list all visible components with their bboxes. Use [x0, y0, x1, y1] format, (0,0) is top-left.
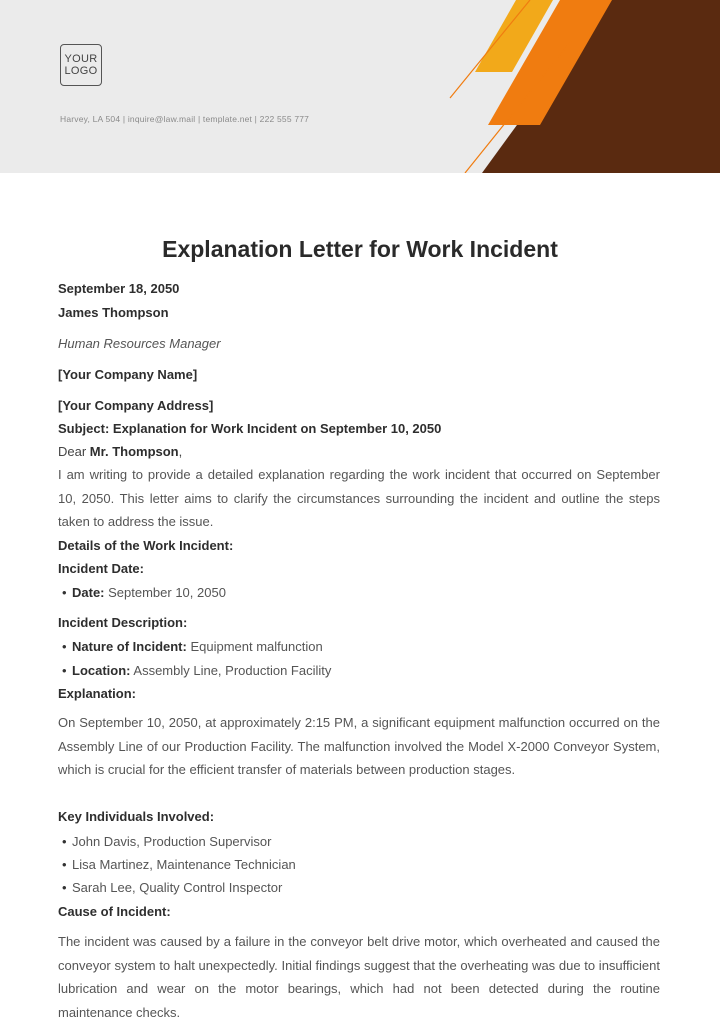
- bullet-value: Equipment malfunction: [186, 639, 323, 654]
- cause-paragraph: The incident was caused by a failure in the conveyor belt drive motor, which overheated and caused the conveyor system to halt unexpectedly. Initial findings suggest that the overheating was due to insufficient lubrication and wear on the motor bearings, which had not been detected during the routine maintenance checks.: [58, 934, 660, 1020]
- individual-name: Sarah Lee, Quality Control Inspector: [72, 880, 283, 895]
- list-item: • Lisa Martinez, Maintenance Technician: [62, 857, 296, 872]
- description-heading: Incident Description:: [58, 615, 188, 630]
- list-item: • Nature of Incident: Equipment malfunction: [62, 639, 323, 654]
- cause-heading: Cause of Incident:: [58, 904, 171, 919]
- greeting-name: Mr. Thompson: [89, 444, 179, 459]
- recipient-name: James Thompson: [58, 305, 169, 320]
- individuals-heading: Key Individuals Involved:: [58, 809, 215, 824]
- recipient-title: Human Resources Manager: [58, 336, 221, 351]
- letterhead: [0, 0, 720, 173]
- list-item: • Date: September 10, 2050: [62, 585, 226, 600]
- company-name: [Your Company Name]: [58, 367, 198, 382]
- bullet-label: Location:: [72, 663, 131, 678]
- greeting-prefix: Dear: [58, 444, 90, 459]
- logo-line-2: LOGO: [64, 65, 98, 77]
- incident-date-heading: Incident Date:: [58, 561, 144, 576]
- explanation-paragraph: On September 10, 2050, at approximately 2:15 PM, a significant equipment malfunction occurred on the Assembly Line of our Production Facility. The malfunction involved the Model X-2000 Conveyor System, which is crucial for the efficient transfer of materials between production stages.: [58, 715, 660, 777]
- company-address: [Your Company Address]: [58, 398, 214, 413]
- letter-date: September 18, 2050: [58, 281, 180, 296]
- bullet-label: Date:: [72, 585, 105, 600]
- list-item: • Sarah Lee, Quality Control Inspector: [62, 880, 283, 895]
- company-logo: [60, 44, 102, 86]
- list-item: • John Davis, Production Supervisor: [62, 834, 272, 849]
- logo-line-1: YOUR: [64, 53, 98, 65]
- explanation-heading: Explanation:: [58, 686, 137, 701]
- bullet-label: Nature of Incident:: [72, 639, 187, 654]
- bullet-value: Assembly Line, Production Facility: [130, 663, 332, 678]
- details-heading: Details of the Work Incident:: [58, 538, 234, 553]
- intro-paragraph: I am writing to provide a detailed explanation regarding the work incident that occurred on September 10, 2050. This letter aims to clarify the circumstances surrounding the incident and outline the steps taken to address the issue.: [58, 467, 660, 529]
- letterhead-decoration: [0, 0, 720, 173]
- subject-line: Subject: Explanation for Work Incident on September 10, 2050: [58, 421, 442, 436]
- contact-info: Harvey, LA 504 | inquire@law.mail | template.net | 222 555 777: [60, 114, 310, 124]
- page-title: Explanation Letter for Work Incident: [162, 236, 558, 262]
- bullet-value: September 10, 2050: [104, 585, 226, 600]
- list-item: • Location: Assembly Line, Production Facility: [62, 663, 332, 678]
- greeting-suffix: ,: [178, 444, 183, 459]
- greeting: [58, 444, 182, 459]
- individual-name: Lisa Martinez, Maintenance Technician: [72, 857, 296, 872]
- individual-name: John Davis, Production Supervisor: [72, 834, 272, 849]
